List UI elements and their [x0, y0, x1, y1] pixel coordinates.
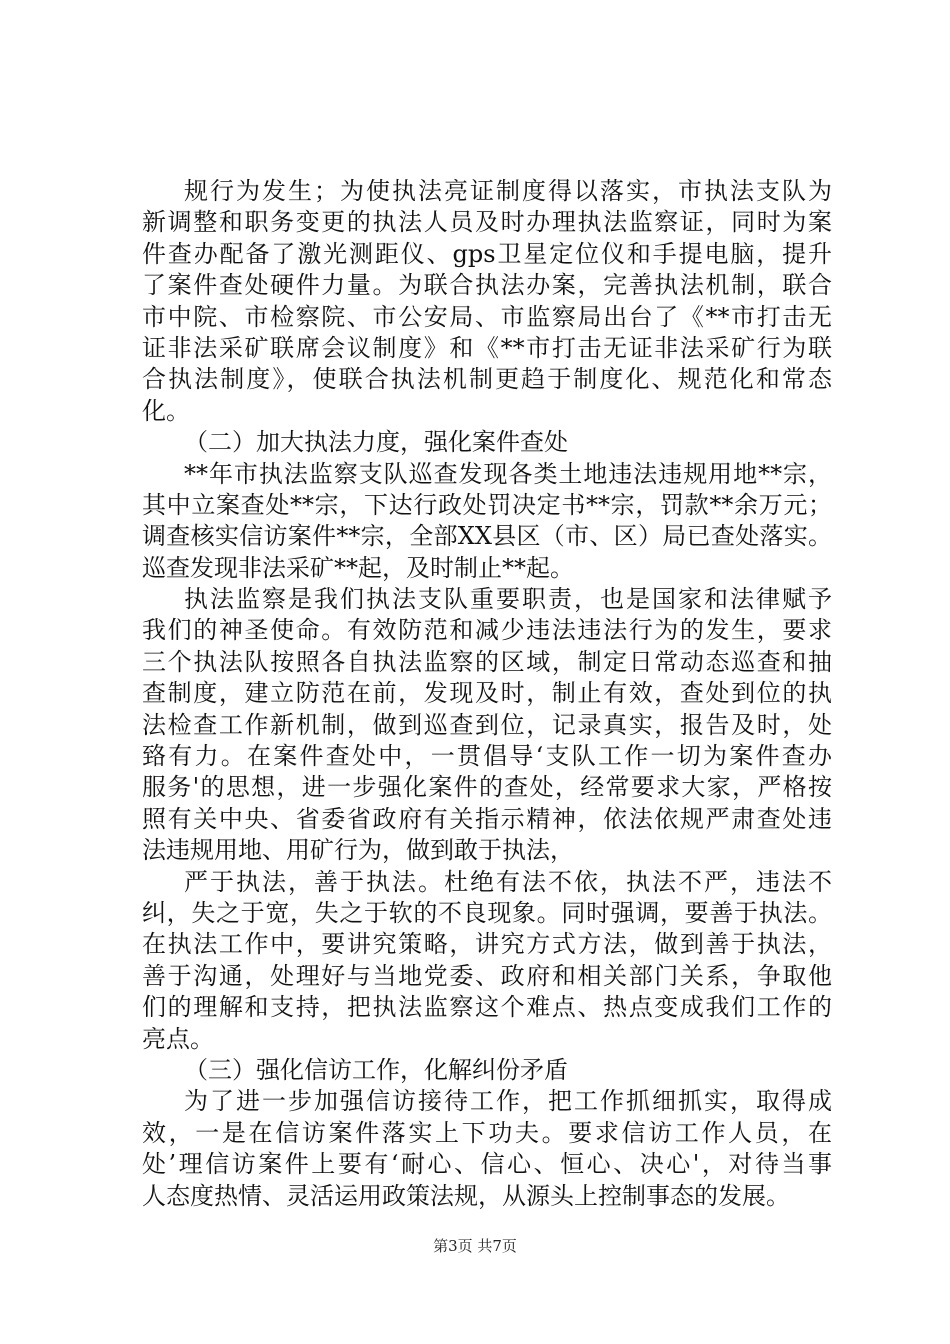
paragraph-line: 化。	[142, 396, 190, 425]
paragraph-line: 查制度，建立防范在前，发现及时，制止有效，查处到位的执	[142, 679, 832, 708]
page-number-footer: 第3页 共7页	[433, 1237, 517, 1255]
paragraph-line: 了案件查处硬件力量。为联合执法办案，完善执法机制，联合	[142, 271, 832, 300]
paragraph-line: 规行为发生；为使执法亮证制度得以落实，市执法支队为	[184, 177, 832, 205]
paragraph-line: 我们的神圣使命。有效防范和减少违法违法行为的发生，要求	[142, 616, 832, 645]
paragraph-line: 在执法工作中，要讲究策略，讲究方式方法，做到善于执法，	[142, 930, 832, 959]
paragraph-line: 照有关中央、省委省政府有关指示精神，依法依规严肃查处违	[142, 804, 832, 833]
paragraph-line: 服务'的思想，进一步强化案件的查处，经常要求大家，严格按	[142, 773, 832, 802]
paragraph-line: 调查核实信访案件**宗，全部XX县区（市、区）局已查处落实。	[142, 522, 832, 551]
paragraph-line: 善于沟通，处理好与当地党委、政府和相关部门关系，争取他	[142, 961, 832, 990]
document-body	[142, 176, 832, 1212]
paragraph-line: 人态度热情、灵活运用政策法规，从源头上控制事态的发展。	[142, 1181, 790, 1210]
paragraph-line: 严于执法，善于执法。杜绝有法不依，执法不严，违法不	[184, 867, 832, 896]
paragraph-line: 合执法制度》，使联合执法机制更趋于制度化、规范化和常态	[142, 365, 832, 394]
paragraph-line: 其中立案查处**宗，下达行政处罚决定书**宗，罚款**余万元；	[142, 490, 832, 519]
paragraph-line: 新调整和职务变更的执法人员及时办理执法监察证，同时为案	[142, 208, 832, 237]
paragraph-line: **年市执法监察支队巡查发现各类土地违法违规用地**宗，	[184, 459, 832, 488]
paragraph-line: 为了进一步加强信访接待工作，把工作抓细抓实，取得成	[184, 1087, 832, 1116]
paragraph-line: 执法监察是我们执法支队重要职责，也是国家和法律赋予	[184, 585, 832, 614]
paragraph-line: 证非法采矿联席会议制度》和《**市打击无证非法采矿行为联	[142, 333, 832, 362]
paragraph-line: 们的理解和支持，把执法监察这个难点、热点变成我们工作的	[142, 993, 832, 1022]
paragraph-line: 法违规用地、用矿行为，做到敢于执法，	[142, 836, 574, 865]
paragraph-line: 市中院、市检察院、市公安局、市监察局出台了《**市打击无	[142, 302, 832, 331]
paragraph-line: 法检查工作新机制，做到巡查到位，记录真实，报告及时，处	[142, 710, 832, 739]
paragraph-line: 纠，失之于宽，失之于软的不良现象。同时强调，要善于执法。	[142, 898, 832, 927]
paragraph-line: 臵有力。在案件查处中，一贯倡导‘支队工作一切为案件查办	[142, 742, 832, 771]
paragraph-line: 效，一是在信访案件落实上下功夫。要求信访工作人员，在	[142, 1118, 832, 1147]
paragraph-line: 三个执法队按照各自执法监察的区域，制定日常动态巡查和抽	[142, 647, 832, 676]
paragraph-line: 件查办配备了激光测距仪、gps卫星定位仪和手提电脑，提升	[142, 239, 832, 268]
paragraph-line: 亮点。	[142, 1024, 214, 1053]
paragraph-line: 巡查发现非法采矿**起，及时制止**起。	[142, 553, 574, 582]
section-heading: （二）加大执法力度，强化案件查处	[184, 428, 568, 457]
paragraph-line: 处’理信访案件上要有‘耐心、信心、恒心、决心'，对待当事	[142, 1150, 832, 1179]
section-heading: （三）强化信访工作，化解纠份矛盾	[184, 1055, 568, 1084]
